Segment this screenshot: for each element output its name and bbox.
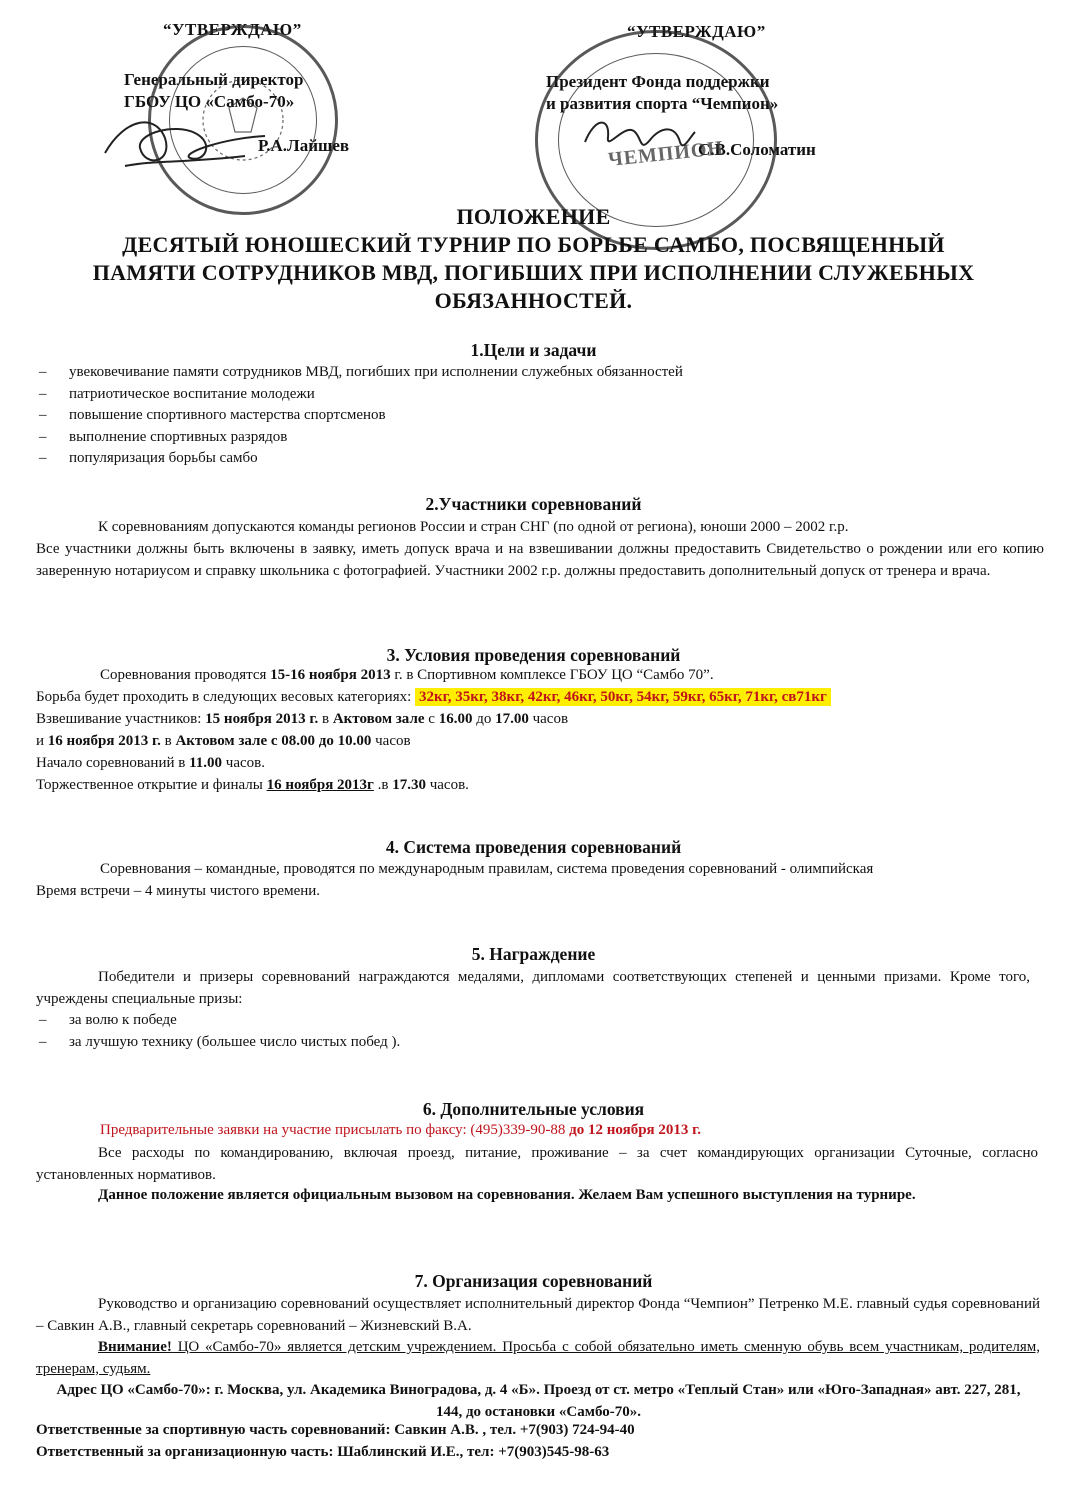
approval-left-position: Генеральный директор <box>124 70 304 89</box>
section-1-list <box>36 362 683 470</box>
section-4-heading: 4. Система проведения соревнований <box>385 837 682 857</box>
section-2-paragraph-1: К соревнованиям допускаются команды регионов России и стран СНГ (по одной от региона), юноши 2000 – 2002 г.р. <box>98 519 849 535</box>
section-2-heading: 2.Участники соревнований <box>425 494 642 514</box>
section-4-paragraph-2: Время встречи – 4 минуты чистого времени. <box>36 883 321 899</box>
section-7-address: Адрес ЦО «Самбо-70»: г. Москва, ул. Академика Виноградова, д. 4 «Б». Проезд от ст. метро «Теплый Стан» или «Юго-Западная» авт. 227, 281, 144, до остановки «Самбо-70». <box>56 1382 1021 1420</box>
document-title: ПОЛОЖЕНИЕ <box>456 204 611 229</box>
approval-left-signer: Р.А.Лайшев <box>258 136 350 155</box>
section-7-responsible-organization: Ответственный за организационную часть: Шаблинский И.Е., тел: +7(903)545-98-63 <box>36 1444 610 1460</box>
section-5-heading: 5. Награждение <box>471 944 596 964</box>
section-6-expenses: Все расходы по командированию, включая проезд, питание, проживание – за счет командирующих организации Суточные, согласно установленных нормативов. <box>36 1145 1038 1183</box>
list-item: – повышение спортивного мастерства спортсменов <box>39 407 386 423</box>
right-signature <box>580 112 700 162</box>
approval-right-organization: и развития спорта “Чемпион» <box>546 94 779 113</box>
section-7-attention: Внимание! ЦО «Самбо-70» является детским учреждением. Просьба с собой обязательно иметь сменную обувь всем участникам, родителям, тренерам, судьям. <box>36 1339 1040 1377</box>
weight-categories-highlight: 32кг, 35кг, 38кг, 42кг, 46кг, 50кг, 54кг, 59кг, 65кг, 71кг, св71кг <box>415 688 831 706</box>
list-item: – увековечивание памяти сотрудников МВД, погибших при исполнении служебных обязанностей <box>39 364 683 380</box>
section-5-paragraph: Победители и призеры соревнований награждаются медалями, дипломами соответствующих степеней и ценными призами. Кроме того, учреждены специальные призы: <box>36 969 1030 1007</box>
section-7-responsible-sport: Ответственные за спортивную часть соревнований: Савкин А.В. , тел. +7(903) 724-94-40 <box>36 1422 635 1438</box>
list-item: – патриотическое воспитание молодежи <box>39 385 315 402</box>
approval-right-position: Президент Фонда поддержки <box>546 72 770 91</box>
section-3-dates: Соревнования проводятся 15-16 ноября 2013 г. в Спортивном комплексе ГБОУ ЦО “Самбо 70”. <box>100 667 714 683</box>
section-7-organizers: Руководство и организацию соревнований осуществляет исполнительный директор Фонда “Чемпион” Петренко М.Е. главный судья соревнований – Савкин А.В., главный секретарь соревнований – Жизневский В.А. <box>36 1296 1040 1334</box>
list-item: – выполнение спортивных разрядов <box>39 428 288 445</box>
list-item: – за лучшую технику (большее число чистых побед ). <box>39 1033 401 1050</box>
section-6-heading: 6. Дополнительные условия <box>422 1099 645 1119</box>
section-6-preliminary-applications: Предварительные заявки на участие присылать по факсу: (495)339-90-88 до 12 ноября 2013 г. <box>100 1122 702 1138</box>
section-3-weight-categories: Борьба будет проходить в следующих весовых категориях: 32кг, 35кг, 38кг, 42кг, 46кг, 50кг, 54кг, 59кг, 65кг, 71кг, св71кг <box>36 687 831 709</box>
approval-left-organization: ГБОУ ЦО «Самбо-70» <box>124 92 295 111</box>
section-4-paragraph-1: Соревнования – командные, проводятся по международным правилам, система проведения соревнований - олимпийская <box>100 861 874 877</box>
section-7-heading: 7. Организация соревнований <box>414 1271 653 1291</box>
section-5-list <box>36 1010 400 1053</box>
list-item: – за волю к победе <box>39 1012 177 1028</box>
section-3-heading: 3. Условия проведения соревнований <box>386 645 681 665</box>
section-3-opening: Торжественное открытие и финалы 16 ноября 2013г .в 17.30 часов. <box>36 777 469 793</box>
list-item: – популяризация борьбы самбо <box>39 450 258 466</box>
approval-left-heading: “УТВЕРЖДАЮ” <box>163 20 302 39</box>
left-signature <box>95 108 275 178</box>
approval-right-signer: С.В.Соломатин <box>698 140 816 159</box>
approval-right-heading: “УТВЕРЖДАЮ” <box>627 22 766 41</box>
document-subtitle-line1: ДЕСЯТЫЙ ЮНОШЕСКИЙ ТУРНИР ПО БОРЬБЕ САМБО, ПОСВЯЩЕННЫЙ <box>122 232 945 257</box>
document-subtitle-line2: ПАМЯТИ СОТРУДНИКОВ МВД, ПОГИБШИХ ПРИ ИСПОЛНЕНИИ СЛУЖЕБНЫХ <box>92 260 975 285</box>
section-6-official-call: Данное положение является официальным вызовом на соревнования. Желаем Вам успешного выступления на турнире. <box>98 1187 916 1203</box>
section-3-start-time: Начало соревнований в 11.00 часов. <box>36 755 265 771</box>
section-1-heading: 1.Цели и задачи <box>470 340 597 360</box>
section-3-weigh-in-2: и 16 ноября 2013 г. в Актовом зале с 08.00 до 10.00 часов <box>36 733 411 749</box>
section-3-weigh-in-1: Взвешивание участников: 15 ноября 2013 г. в Актовом зале с 16.00 до 17.00 часов <box>36 711 569 727</box>
right-stamp-text: ЧЕМПИОН <box>607 136 725 172</box>
document-subtitle-line3: ОБЯЗАННОСТЕЙ. <box>434 288 633 313</box>
section-2-paragraph-2: Все участники должны быть включены в заявку, иметь допуск врача и на взвешивании должны предоставить Свидетельство о рождении или его копию заверенную нотариусом и справку школьника с фотографией. Участники 2002 г.р. должны предоставить дополнительный допуск от тренера и врача. <box>36 541 1044 579</box>
